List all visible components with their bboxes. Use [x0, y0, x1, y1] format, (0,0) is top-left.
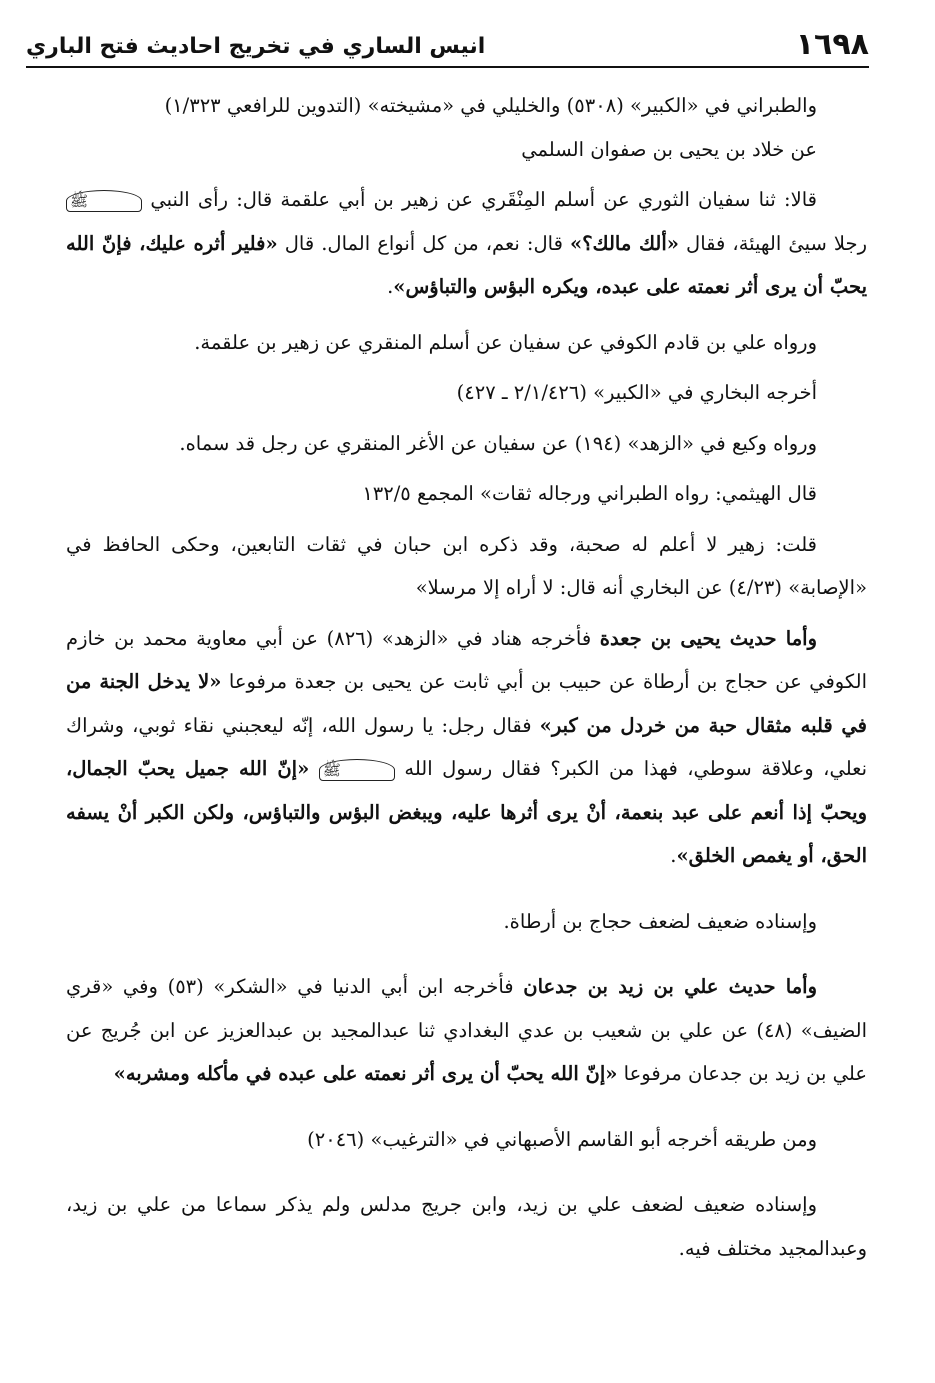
- p3-hadith-text: «فلير أثره عليك، فإنّ الله يحبّ أن يرى أثر نعمته على عبده، ويكره البؤس والتباؤس»: [66, 231, 867, 298]
- p9-hadith-1: «لا يدخل الجنة من في قلبه مثقال حبة من خردل من كبر»: [66, 670, 867, 737]
- paragraph-2: عن خلاد بن يحيى بن صفوان السلمي: [521, 137, 817, 161]
- paragraph-12: ومن طريقه أخرجه أبو القاسم الأصبهاني في «الترغيب» (٢٠٤٦): [307, 1127, 817, 1151]
- paragraph-8: قلت: زهير لا أعلم له صحبة، وقد ذكره ابن حبان في ثقات التابعين، وحكى الحافظ في «الإصابة» (٤/٢٣) عن البخاري أنه قال: لا أراه إلا مرسلا»: [66, 532, 867, 599]
- paragraph-10: وإسناده ضعيف لضعف حجاج بن أرطاة.: [503, 909, 817, 933]
- page-header: [26, 22, 869, 62]
- p3-text-b: رجلا سيئ الهيئة، فقال: [678, 231, 867, 255]
- p11-text-b: فأخرجه ابن أبي الدنيا في «الشكر» (٥٣) وفي «قري الضيف» (٤٨) عن علي بن شعيب بن عدي البغدادي ثنا عبدالمجيد بن عبدالعزيز عن ابن جُريج عن علي بن زيد بن جدعان مرفوعا: [66, 975, 867, 1085]
- p9-hadith-2: «إنّ الله جميل يحبّ الجمال، ويحبّ إذا أنعم على عبد بنعمة، أنْ يرى أثرها عليه، ويبغض البؤس والتباؤس، ولكن الكبر أنْ يسفه الحق، أو يغمص الخلق»: [66, 757, 867, 867]
- paragraph-1: والطبراني في «الكبير» (٥٣٠٨) والخليلي في «مشيخته» (التدوين للرافعي ١/٣٢٣): [164, 94, 817, 117]
- paragraph-6: ورواه وكيع في «الزهد» (١٩٤) عن سفيان عن الأغر المنقري عن رجل قد سماه.: [179, 431, 817, 455]
- p9-heading: وأما حديث يحيى بن جعدة: [599, 626, 817, 650]
- page-number: ١٦٩٨: [795, 27, 869, 62]
- paragraph-11: [66, 965, 867, 1096]
- paragraph-13: وإسناده ضعيف لضعف علي بن زيد، وابن جريج مدلس ولم يذكر سماعا من علي بن زيد، وعبدالمجيد مختلف فيه.: [66, 1193, 867, 1260]
- p3-text-d: قال: نعم، من كل أنواع المال. قال: [277, 231, 571, 255]
- paragraph-5: أخرجه البخاري في «الكبير» (٢/١/٤٢٦ ـ ٤٢٧): [456, 381, 817, 404]
- salla-icon: ﷺ: [66, 190, 142, 212]
- p11-hadith: «إنّ الله يحبّ أن يرى أثر نعمته على عبده في مأكله ومشربه»: [113, 1062, 618, 1085]
- p3-text-a: قالا: ثنا سفيان الثوري عن أسلم المِنْقَري عن زهير بن أبي علقمة قال: رأى النبي: [150, 188, 817, 211]
- paragraph-4: ورواه علي بن قادم الكوفي عن سفيان عن أسلم المنقري عن زهير بن علقمة.: [194, 330, 817, 354]
- p3-quote-1: «ألك مالك؟»: [570, 231, 679, 255]
- page-body: [66, 84, 867, 1270]
- p3-text-f: .: [387, 275, 394, 298]
- p11-heading: وأما حديث علي بن زيد بن جدعان: [523, 975, 817, 998]
- p9-text-b: فأخرجه هناد في «الزهد» (٨٢٦) عن أبي معاوية محمد بن خازم الكوفي عن حجاج بن أرطاة عن حبيب بن أبي ثابت عن يحيى بن جعدة مرفوعا: [66, 626, 868, 693]
- header-rule: [26, 66, 869, 68]
- p9-text-f: .: [670, 844, 677, 867]
- paragraph-3: [66, 178, 867, 309]
- salla-icon: ﷺ: [319, 759, 395, 781]
- p9-text-d: فقال رجل: يا رسول الله، إنّه ليعجبني نقاء ثوبي، وشراك نعلي، وعلاقة سوطي، فهذا من الكبر؟ فقال رسول الله: [66, 713, 867, 780]
- paragraph-9: [66, 617, 867, 878]
- paragraph-7: قال الهيثمي: رواه الطبراني ورجاله ثقات» المجمع ١٣٢/٥: [362, 482, 817, 505]
- running-title: انيس الساري في تخريج احاديث فتح الباري: [26, 34, 486, 59]
